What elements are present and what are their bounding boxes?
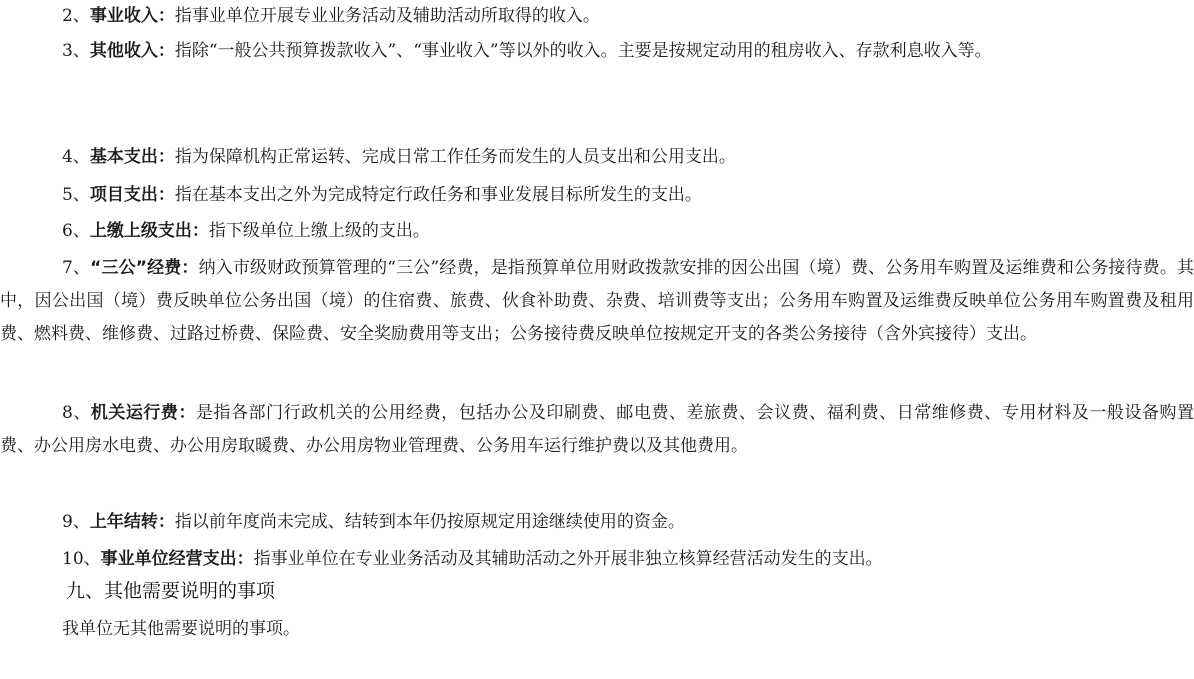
item-body: 指事业单位在专业业务活动及其辅助活动之外开展非独立核算经营活动发生的支出。 — [253, 549, 883, 569]
item-number: 5、 — [62, 185, 90, 205]
item-number: 2、 — [62, 6, 90, 26]
item-body: 指在基本支出之外为完成特定行政任务和事业发展目标所发生的支出。 — [174, 185, 702, 205]
item-term: “三公”经费： — [90, 258, 199, 278]
item-term: 事业单位经营支出： — [100, 549, 254, 569]
item-term: 上缴上级支出： — [89, 221, 209, 241]
item-body: 指事业单位开展专业业务活动及辅助活动所取得的收入。 — [174, 6, 600, 26]
item-term: 项目支出： — [89, 185, 175, 205]
item-body: 指为保障机构正常运转、完成日常工作任务而发生的人员支出和公用支出。 — [174, 147, 736, 167]
definition-item-4 — [0, 141, 1194, 174]
definition-item-9 — [0, 506, 1194, 539]
item-term: 上年结转： — [89, 512, 175, 532]
item-number: 3、 — [62, 41, 90, 61]
section-text: 我单位无其他需要说明的事项。 — [62, 619, 300, 639]
item-number: 6、 — [62, 221, 90, 241]
item-number: 9、 — [62, 512, 90, 532]
item-body: 纳入市级财政预算管理的“三公”经费，是指预算单位用财政拨款安排的因公出国（境）费、公务用车购置及运维费和公务接待费。其中，因公出国（境）费反映单位公务出国（境）的住宿费、旅费、伙食补助费、杂费、培训费等支出；公务用车购置及运维费反映单位公务用车购置费及租用费、燃料费、维修费、过路过桥费、保险费、安全奖励费用等支出；公务接待费反映单位按规定开支的各类公务接待（含外宾接待）支出。 — [0, 258, 1194, 344]
item-term: 机关运行费： — [90, 403, 196, 423]
item-number: 8、 — [62, 403, 91, 423]
definition-item-10 — [0, 543, 1194, 576]
item-body: 是指各部门行政机关的公用经费，包括办公及印刷费、邮电费、差旅费、会议费、福利费、日常维修费、专用材料及一般设备购置费、办公用房水电费、办公用房取暖费、办公用房物业管理费、公务用车运行维护费以及其他费用。 — [0, 403, 1194, 456]
item-term: 基本支出： — [89, 147, 175, 167]
item-term: 事业收入： — [89, 6, 175, 26]
item-body: 指以前年度尚未完成、结转到本年仍按原规定用途继续使用的资金。 — [174, 512, 685, 532]
item-number: 10、 — [62, 549, 101, 569]
definition-item-3 — [0, 35, 1194, 68]
item-term: 其他收入： — [89, 41, 175, 61]
definition-item-5 — [0, 179, 1194, 212]
definition-item-2 — [0, 0, 1194, 33]
definition-item-8 — [0, 397, 1194, 463]
definition-item-6 — [0, 215, 1194, 248]
definition-item-7 — [0, 252, 1194, 351]
item-body: 指除“一般公共预算拨款收入”、“事业收入”等以外的收入。主要是按规定动用的租房收入、存款利息收入等。 — [174, 41, 992, 61]
item-body: 指下级单位上缴上级的支出。 — [208, 221, 430, 241]
item-number: 4、 — [62, 147, 90, 167]
section-heading: 九、其他需要说明的事项 — [66, 580, 276, 602]
item-number: 7、 — [62, 258, 91, 278]
